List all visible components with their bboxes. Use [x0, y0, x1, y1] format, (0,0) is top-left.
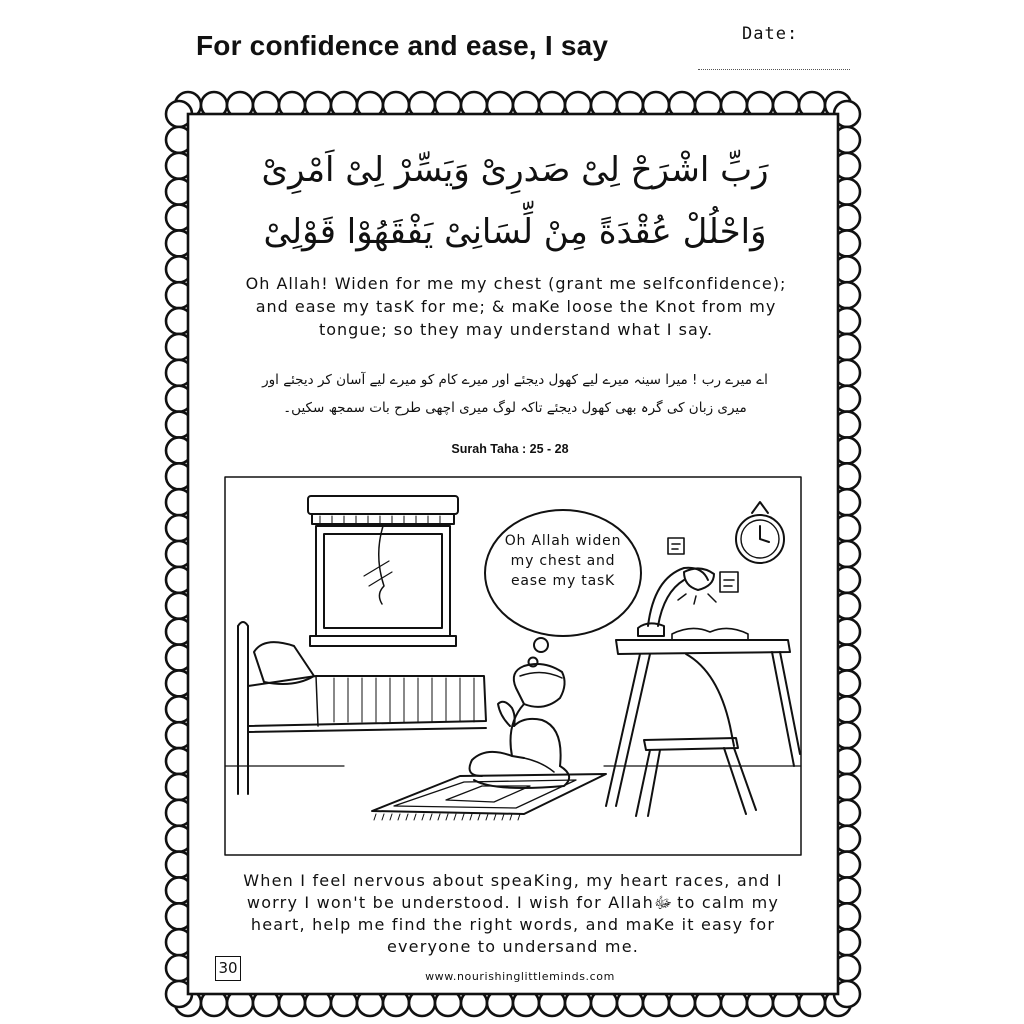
reflection-paragraph: When I feel nervous about speaKing, my heart races, and I worry I won't be understood. I wish for Allahﷻ to calm my heart, help me find the right words, and maKe it easy for everyone to undersand me.	[243, 871, 783, 956]
urdu-translation-line-2: میری زبان کی گرہ بھی کھول دیجئے تاکہ لوگ میری اچھی طرح بات سمجھ سکیں۔	[283, 400, 747, 416]
page-number: 30	[215, 956, 241, 981]
arabic-dua-line-1: رَبِّ اشْرَحْ لِىْ صَدرِىْ وَيَسِّرْ لِىْ اَمْرِىْ	[261, 150, 769, 190]
bed-illustration	[238, 622, 486, 794]
date-label: Date:	[742, 24, 799, 44]
surah-reference: Surah Taha : 25 - 28	[451, 442, 569, 456]
urdu-translation-line-1: اے میرے رب ! میرا سینہ میرے لیے کھول دیجئے اور میرے کام کو میرے لیے آسان کر دیجئے اور	[262, 372, 768, 388]
book-illustration	[672, 628, 748, 640]
english-translation: Oh Allah! Widen for me my chest (grant me selfconfidence); and ease my tasK for me; & maKe loose the Knot from my tongue; so they may understand what I say.	[245, 274, 787, 339]
desk-lamp-illustration	[638, 568, 716, 636]
window-illustration	[308, 496, 458, 646]
page-title: For confidence and ease, I say	[196, 30, 609, 61]
desk-and-chair-illustration	[606, 640, 800, 816]
speech-bubble-text: Oh Allah widen my chest and ease my tasK	[504, 533, 622, 589]
website-url: www.nourishinglittleminds.com	[425, 970, 615, 983]
clock-illustration	[736, 502, 784, 563]
arabic-dua-line-2: وَاحْلُلْ عُقْدَةً مِنْ لِّسَانِىْ يَفْقَهُوْا قَوْلِىْ	[263, 212, 767, 252]
prayer-rug-illustration	[372, 774, 606, 820]
